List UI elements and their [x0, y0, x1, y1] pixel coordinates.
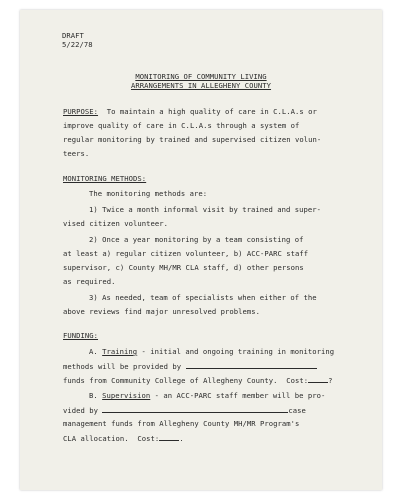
funding-b-line-2: [63, 405, 306, 415]
funding-b-line-4: [63, 433, 184, 443]
document-text: [20, 10, 382, 490]
funding-b-text-4: CLA allocation. Cost:: [63, 434, 160, 443]
draft-label: DRAFT: [62, 31, 84, 40]
document-page: [20, 10, 382, 490]
funding-a-prefix: A.: [89, 347, 103, 356]
methods-heading-line: [63, 174, 146, 183]
funding-b-label: Supervision: [102, 391, 151, 400]
funding-b-text-1: - an ACC-PARC staff member will be pro-: [150, 391, 326, 400]
funding-a-text-2: methods will be provided by: [63, 362, 186, 371]
funding-a-line-1: [89, 347, 334, 356]
funding-a-text-3: funds from Community College of Allegheny County. Cost:: [63, 376, 309, 385]
funding-b-line-3: management funds from Allegheny County MH/MR Program's: [63, 419, 300, 428]
funding-heading: FUNDING:: [63, 331, 99, 340]
purpose-line-4: teers.: [63, 149, 90, 158]
method-3-line-1: 3) As needed, team of specialists when either of the: [89, 293, 317, 302]
funding-b-text-2a: vided by: [63, 406, 103, 415]
funding-b-text-2b: case: [288, 406, 306, 415]
funding-b-period: .: [179, 434, 184, 443]
funding-a-provider-blank: [186, 361, 317, 369]
funding-b-line-1: [89, 391, 325, 400]
method-2-line-1: 2) Once a year monitoring by a team consisting of: [89, 235, 304, 244]
funding-a-label: Training: [102, 347, 138, 356]
method-2-line-2: at least a) regular citizen volunteer, b) ACC-PARC staff: [63, 249, 309, 258]
funding-a-text-1: - initial and ongoing training in monitoring: [137, 347, 335, 356]
funding-a-cost-blank: [308, 375, 328, 383]
title-line-2: [20, 81, 382, 90]
funding-b-cost-blank: [159, 433, 179, 441]
funding-heading-line: [63, 331, 98, 340]
purpose-line-1: [63, 107, 317, 116]
method-1-line-1: 1) Twice a month informal visit by trained and super-: [89, 205, 321, 214]
purpose-text-1: To maintain a high quality of care in C.L.A.s or: [98, 107, 317, 116]
title-line-1: [20, 72, 382, 81]
method-2-line-3: supervisor, c) County MH/MR CLA staff, d) other persons: [63, 263, 304, 272]
methods-intro: The monitoring methods are:: [89, 189, 208, 198]
funding-b-provider-blank: [102, 405, 288, 413]
methods-heading: MONITORING METHODS:: [63, 174, 147, 183]
method-2-line-4: as required.: [63, 277, 116, 286]
funding-b-prefix: B.: [89, 391, 103, 400]
purpose-line-2: improve quality of care in C.L.A.s through a system of: [63, 121, 300, 130]
draft-date: 5/22/78: [62, 40, 93, 49]
title-line-2-text: ARRANGEMENTS IN ALLEGHENY COUNTY: [130, 81, 272, 90]
purpose-line-3: regular monitoring by trained and supervised citizen volun-: [63, 135, 322, 144]
title-line-1-text: MONITORING OF COMMUNITY LIVING: [135, 72, 267, 81]
funding-a-line-3: [63, 375, 333, 385]
method-1-line-2: vised citizen volunteer.: [63, 219, 169, 228]
purpose-heading: PURPOSE:: [63, 107, 99, 116]
method-3-line-2: above reviews find major unresolved problems.: [63, 307, 260, 316]
funding-a-cost-mark: ?: [328, 376, 333, 385]
funding-a-line-2: [63, 361, 317, 371]
